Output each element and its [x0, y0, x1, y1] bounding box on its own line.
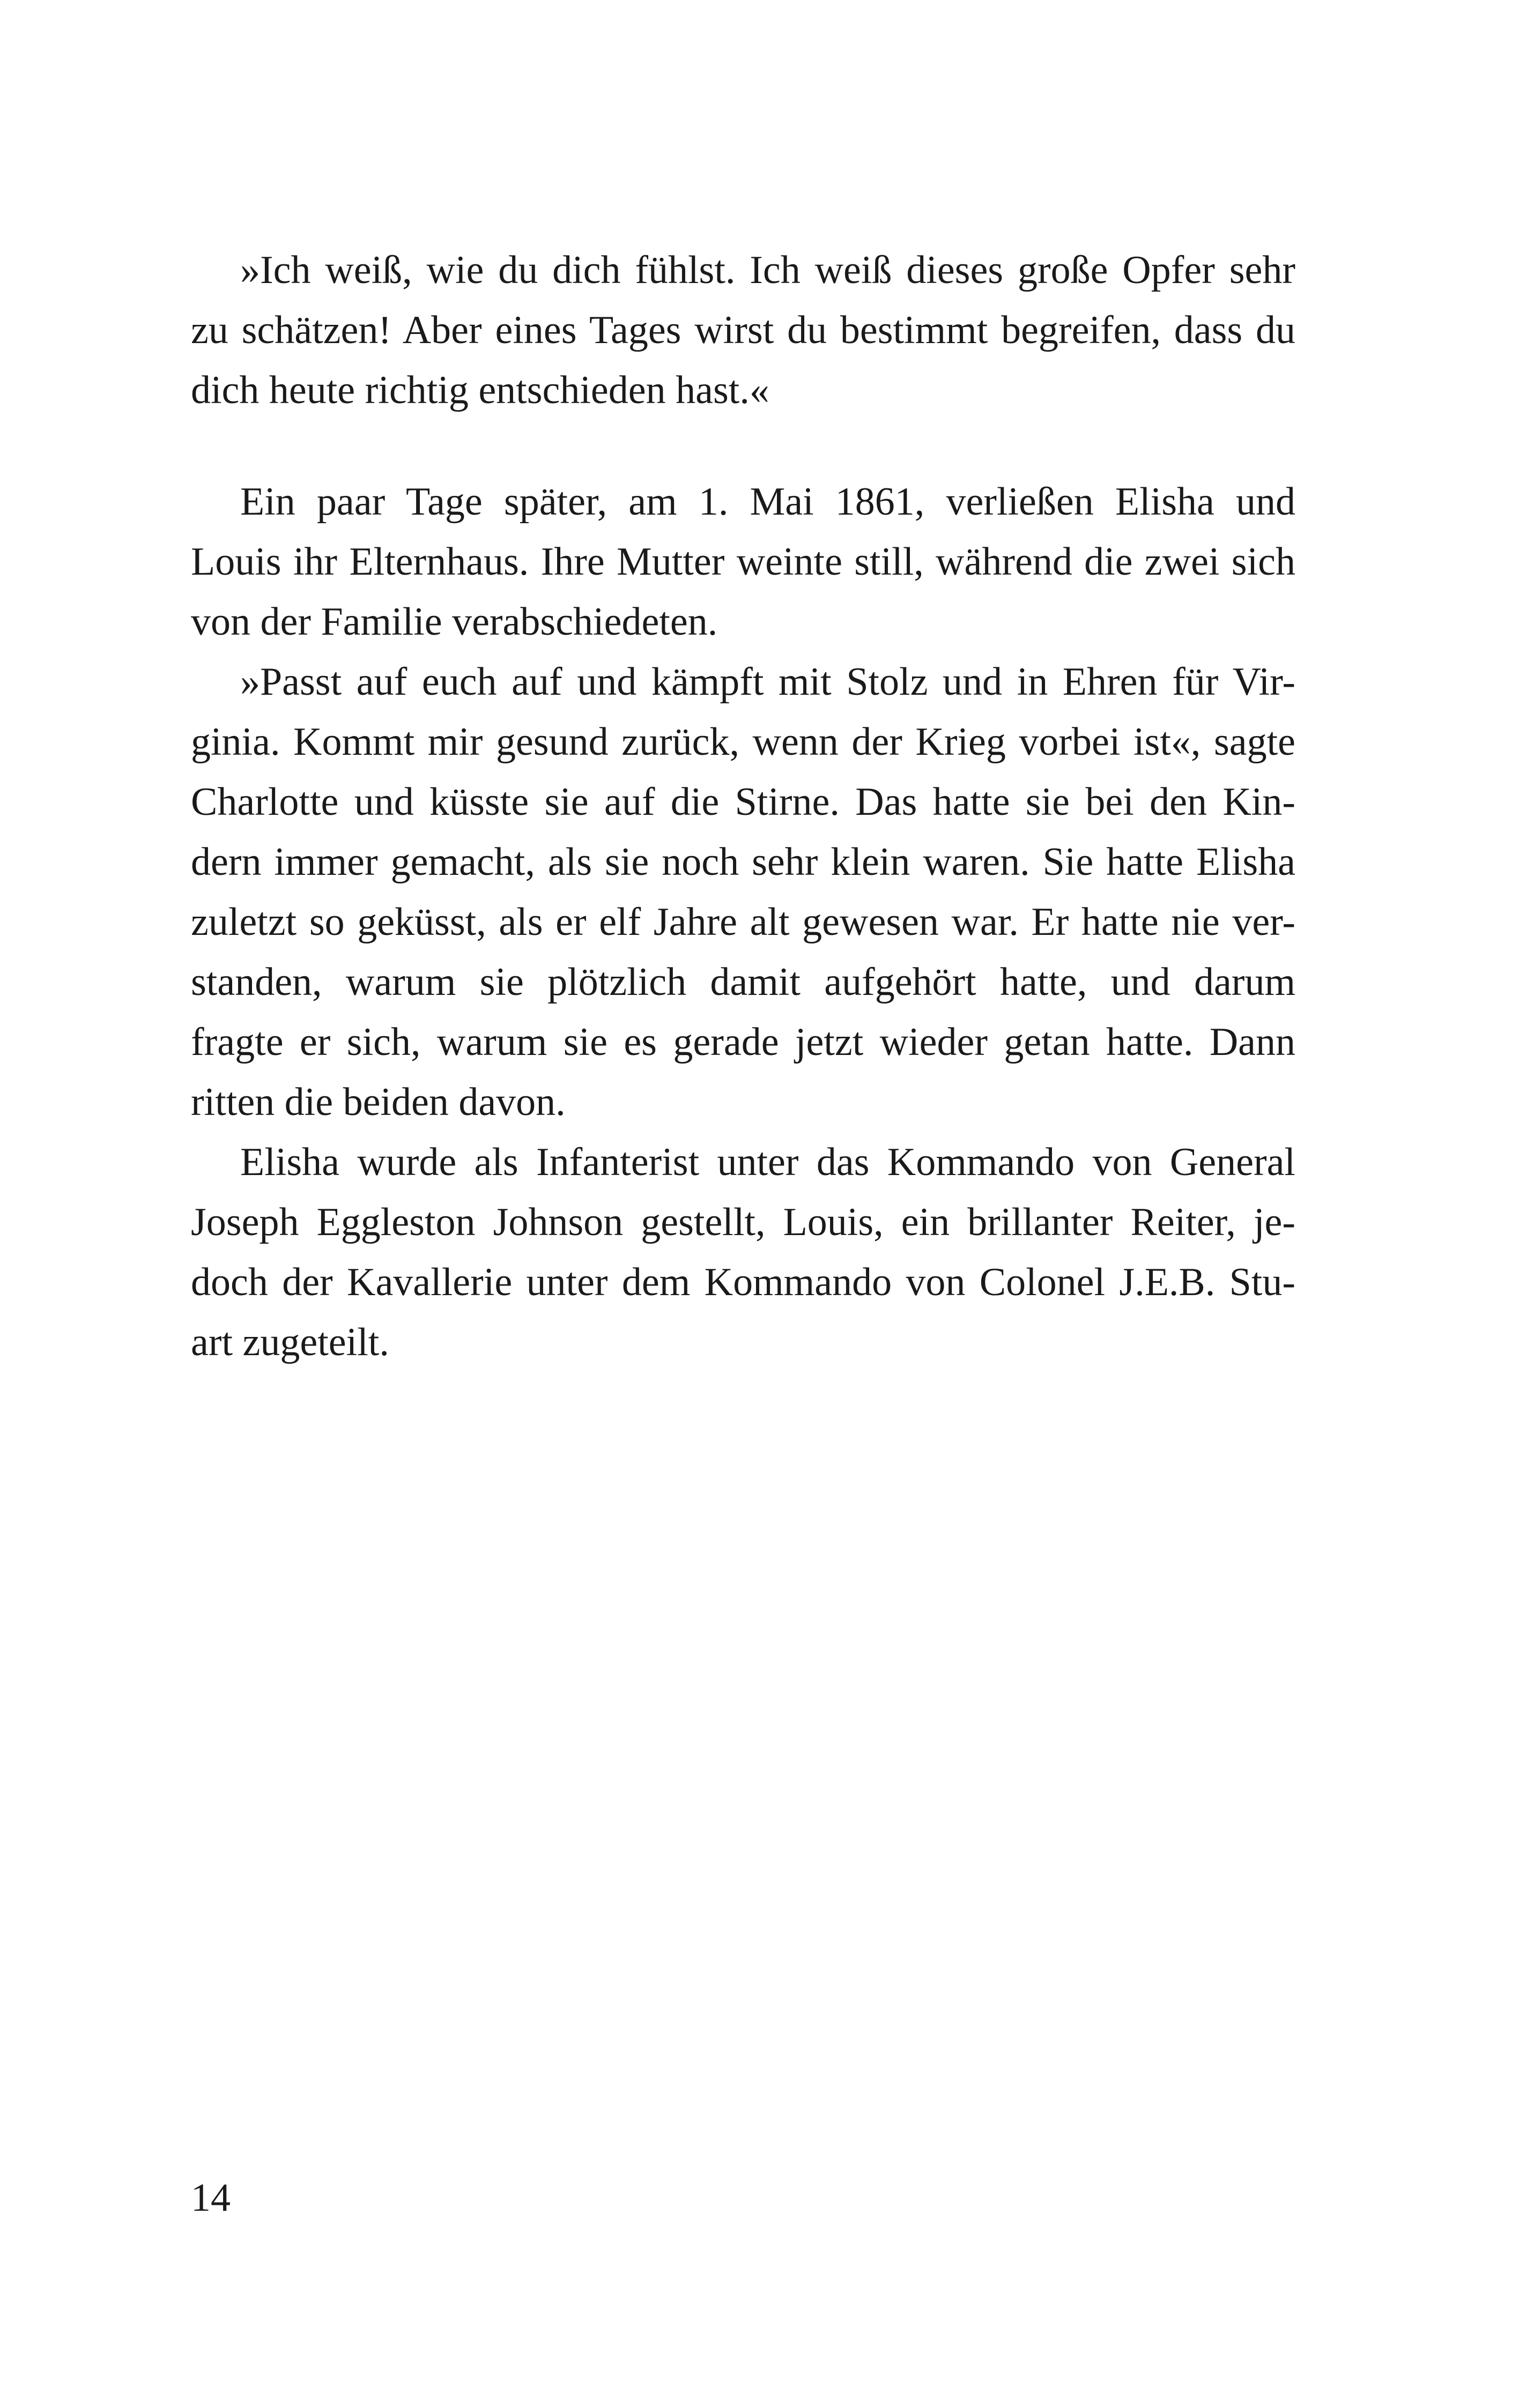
text-line: Elisha wurde als Infanterist unter das Kommando von General — [240, 1140, 1295, 1184]
text-line: »Ich weiß, wie du dich fühlst. Ich weiß dieses große Opfer sehr — [240, 248, 1295, 292]
text-line: von der Familie verabschiedeten. — [191, 600, 718, 644]
text-line: ginia. Kommt mir gesund zurück, wenn der Krieg vorbei ist«, sagte — [191, 720, 1295, 764]
text-line: dern immer gemacht, als sie noch sehr klein waren. Sie hatte Elisha — [191, 840, 1295, 884]
paragraph-dialogue-mother — [191, 240, 1295, 420]
text-block-main — [191, 472, 1295, 1372]
text-line: Louis ihr Elternhaus. Ihre Mutter weinte still, während die zwei sich — [191, 540, 1295, 584]
paragraph-charlotte-farewell — [191, 652, 1295, 1132]
text-block-top — [191, 240, 1295, 420]
text-line: Joseph Eggleston Johnson gestellt, Louis, ein brillanter Reiter, je- — [191, 1200, 1295, 1244]
text-line: zuletzt so geküsst, als er elf Jahre alt gewesen war. Er hatte nie ver- — [191, 900, 1295, 944]
text-line: Charlotte und küsste sie auf die Stirne. Das hatte sie bei den Kin- — [191, 780, 1295, 824]
text-line: zu schätzen! Aber eines Tages wirst du bestimmt begreifen, dass du — [191, 308, 1295, 352]
text-line: art zugeteilt. — [191, 1320, 389, 1364]
text-line: fragte er sich, warum sie es gerade jetzt wieder getan hatte. Dann — [191, 1020, 1295, 1064]
page-number: 14 — [191, 2176, 231, 2220]
text-line: »Passt auf euch auf und kämpft mit Stolz und in Ehren für Vir- — [240, 660, 1295, 704]
text-line: Ein paar Tage später, am 1. Mai 1861, verließen Elisha und — [240, 480, 1295, 524]
paragraph-military-assignment — [191, 1132, 1295, 1372]
text-line: ritten die beiden davon. — [191, 1080, 566, 1124]
paragraph-departure — [191, 472, 1295, 652]
text-line: doch der Kavallerie unter dem Kommando von Colonel J.E.B. Stu- — [191, 1260, 1295, 1304]
text-line: dich heute richtig entschieden hast.« — [191, 368, 769, 412]
text-line: standen, warum sie plötzlich damit aufgehört hatte, und darum — [191, 960, 1295, 1004]
